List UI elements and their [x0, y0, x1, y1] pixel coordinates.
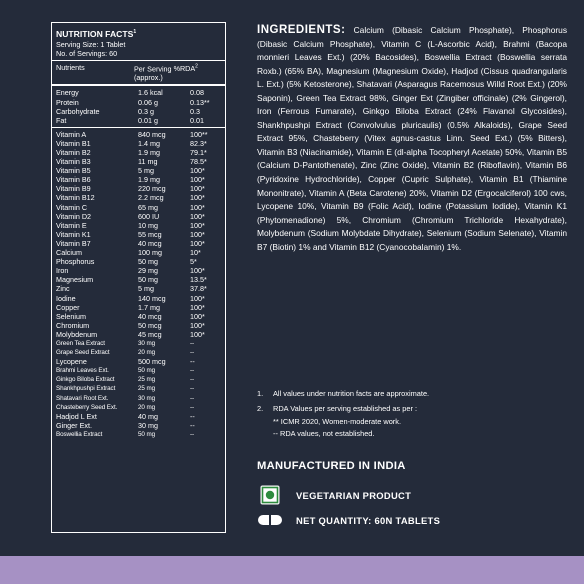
nutrient-rda: 100*	[190, 302, 205, 312]
nutrient-row	[56, 239, 221, 248]
nutrient-name: Grape Seed Extract	[56, 349, 110, 357]
nutrient-value: 1.4 mg	[138, 138, 160, 148]
nutrient-rda: 100*	[190, 166, 205, 176]
macros-list	[56, 88, 221, 124]
nutrient-name: Carbohydrate	[56, 106, 100, 116]
ingredients-text: Calcium (Dibasic Calcium Phosphate), Phosphorus (Dibasic Calcium Phosphate), Vitamin C (L-Ascorbic Acid), Brahmi (Bacopa monnieri Leaves Ext.) (20% Bacosides), Boswellia Extract (Boswellia serrata Roxb.) (65% BA), Magnesium (Magnesium Oxide), Hadjod (Cissus quadrangularis L. Ext.) (5% Ketosterone), Shatavari (Asparagus Racemosus Willd Root Ext.) (20% Saponin), Green Tea Extract 98%, Ginger Ext (Zingiber officinale) (2% Gingerol), Iron (Ferrous Fumarate), Ginkgo Biloba Extract (24% Flavanol Glycosides), Shankhpushpi Extract (Convolvulus pluricaulis) (0.5% Alkaloids), Grape Seed Extract 95%, Chasteberry (Vitex agnus-castus Linn. Seed Ext.) (5% Bitters), Vitamin B3 (Niacinamide), Vitamin E (dl-alpha Tocopheryl Acetate) 50%, Vitamin B5 (Calcium D-Pantothenate), Zinc (Zinc Oxide), Vitamin B2 (Riboflavin), Vitamin B6 (Pyridoxine Hydrochloride), Copper (Cupric Sulphate), Vitamin B1 (Thiamine Mononitrate), Vitamin A (Beta Carotene) 20%, Vitamin D2 (Ergocalciferol) 100 cws, Lycopene 10%, Vitamin B9 (Folic Acid), Iodine (Potassium Iodide), Vitamin K1 (Phytomenadione) 5%, Chromium (Chromium Trichloride Hexahydrate), Molybdenum (Sodium Molybdate Dihydrate), Selenium (Sodium Selenate), Vitamin B7 (Biotin) 1% and Vitamin B12 (Cyanocobalamin) 1%.	[257, 25, 568, 252]
nutrient-rda: 82.3*	[190, 138, 207, 148]
nutrient-value: 40 mcg	[138, 238, 162, 248]
footnote-2: 2. RDA Values per serving established as per :	[257, 404, 418, 414]
nutrient-name: Magnesium	[56, 275, 94, 285]
nutrient-row	[56, 294, 221, 303]
net-quantity-label: NET QUANTITY: 60N TABLETS	[296, 514, 441, 526]
nutrient-name: Vitamin D2	[56, 211, 92, 221]
footnote-1: 1. All values under nutrition facts are approximate.	[257, 389, 430, 398]
header-rda: %RDA$^2$	[173, 64, 198, 74]
nutrient-row	[56, 203, 221, 212]
footnote-2-icmr: ** ICMR 2020, Women-moderate work.	[273, 416, 402, 426]
nutrient-name: Green Tea Extract	[56, 339, 105, 347]
footnote-2-not-established: -- RDA values, not established.	[273, 428, 375, 438]
nutrient-rda: --	[190, 411, 195, 421]
nutrient-value: 25 mg	[138, 376, 156, 384]
servings-count: No. of Servings: 60	[56, 48, 118, 58]
nutrient-name: Lycopene	[56, 357, 87, 367]
header-approx: (approx.)	[134, 72, 163, 82]
nutrient-row	[56, 375, 221, 384]
capsule-icon	[257, 514, 283, 526]
nutrient-value: 20 mg	[138, 403, 156, 411]
nutrient-row	[56, 98, 221, 107]
nutrient-rda: 100*	[190, 329, 205, 339]
nutrient-name: Energy	[56, 88, 79, 98]
veg-mark-icon	[260, 485, 280, 505]
nutrient-name: Fat	[56, 115, 67, 125]
nutrient-row	[56, 330, 221, 339]
nutrient-value: 1.9 mg	[138, 175, 160, 185]
nutrient-value: 0.3 g	[138, 106, 154, 116]
nutrient-rda: 100**	[190, 129, 208, 139]
nutrient-value: 50 mg	[138, 257, 158, 267]
nutrient-name: Ginkgo Biloba Extract	[56, 376, 115, 384]
header-per-serving: Per Serving	[134, 64, 172, 74]
nutrient-row	[56, 116, 221, 125]
nutrient-row	[56, 357, 221, 366]
nutrient-name: Calcium	[56, 248, 82, 258]
nutrient-value: 20 mg	[138, 349, 156, 357]
nutrient-row	[56, 275, 221, 284]
nutrient-value: 40 mcg	[138, 311, 162, 321]
nutrient-name: Iron	[56, 266, 69, 276]
nutrient-name: Vitamin C	[56, 202, 88, 212]
nutrient-value: 600 IU	[138, 211, 160, 221]
nutrient-rda: 100*	[190, 175, 205, 185]
nutrient-name: Vitamin B9	[56, 184, 91, 194]
nutrient-value: 5 mg	[138, 284, 154, 294]
nutrient-rda: 0.13**	[190, 97, 210, 107]
nutrient-value: 29 mg	[138, 266, 158, 276]
nutrient-name: Chasteberry Seed Ext.	[56, 403, 118, 411]
nutrient-value: 5 mg	[138, 166, 154, 176]
nutrient-rda: 100*	[190, 266, 205, 276]
nutrient-name: Vitamin B2	[56, 148, 91, 157]
nutrient-value: 0.01 g	[138, 115, 158, 125]
vegetarian-label: VEGETARIAN PRODUCT	[296, 489, 412, 501]
nutrient-rda: --	[190, 357, 195, 367]
nutrient-rda: --	[190, 403, 194, 411]
serving-size: Serving Size: 1 Tablet	[56, 39, 126, 49]
nutrient-rda: 100*	[190, 311, 205, 321]
nutrient-name: Iodine	[56, 293, 76, 303]
nutrient-row	[56, 139, 221, 148]
nutrient-value: 11 mg	[138, 157, 158, 167]
nutrient-name: Protein	[56, 97, 79, 107]
nutrient-rda: 100*	[190, 184, 205, 194]
nutrient-value: 10 mg	[138, 220, 158, 230]
nutrient-rda: 5*	[190, 257, 197, 267]
nutrient-name: Shankhpushpi Extract	[56, 385, 116, 393]
nutrient-value: 65 mg	[138, 202, 158, 212]
nutrient-value: 2.2 mcg	[138, 193, 164, 203]
nutrient-row	[56, 212, 221, 221]
nutrient-rda: 37.8*	[190, 284, 207, 294]
nutrient-name: Vitamin B6	[56, 175, 91, 185]
nutrient-name: Chromium	[56, 320, 90, 330]
nutrient-name: Selenium	[56, 311, 86, 321]
nutrient-row	[56, 403, 221, 412]
nutrient-name: Vitamin B7	[56, 238, 91, 248]
nutrient-row	[56, 366, 221, 375]
nutrient-rda: 100*	[190, 193, 205, 203]
nutrient-row	[56, 130, 221, 139]
nutrient-name: Vitamin B1	[56, 138, 91, 148]
nutrient-name: Zinc	[56, 284, 70, 294]
nutrient-row	[56, 107, 221, 116]
ingredients-block	[257, 24, 567, 254]
nutrient-value: 30 mg	[138, 339, 156, 347]
nutrient-rda: --	[190, 430, 194, 438]
nutrient-name: Brahmi Leaves Ext.	[56, 367, 109, 375]
nutrient-value: 140 mcg	[138, 293, 166, 303]
nutrient-row	[56, 421, 221, 430]
nutrient-row	[56, 430, 221, 439]
nutrient-value: 50 mg	[138, 430, 156, 438]
nutrient-row	[56, 339, 221, 348]
nutrient-value: 500 mcg	[138, 357, 166, 367]
micros-list	[56, 130, 221, 439]
nutrient-value: 1.6 kcal	[138, 88, 163, 98]
nutrient-value: 0.06 g	[138, 97, 158, 107]
nutrient-name: Ginger Ext.	[56, 420, 92, 430]
nutrient-name: Vitamin B5	[56, 166, 91, 176]
nutrient-row	[56, 266, 221, 275]
nutrient-value: 100 mg	[138, 248, 162, 258]
nutrient-name: Vitamin K1	[56, 229, 91, 239]
nutrition-facts-title: NUTRITION FACTS$^1$	[56, 28, 137, 39]
nutrient-rda: --	[190, 376, 194, 384]
nutrient-rda: --	[190, 394, 194, 402]
footnotes	[257, 388, 567, 440]
nutrient-rda: 100*	[190, 229, 205, 239]
nutrient-value: 40 mg	[138, 411, 158, 421]
nutrient-value: 50 mcg	[138, 320, 162, 330]
nutrient-value: 45 mcg	[138, 329, 162, 339]
nutrition-table-header	[56, 63, 221, 82]
nutrient-row	[56, 284, 221, 293]
nutrient-value: 220 mcg	[138, 184, 166, 194]
nutrient-row	[56, 221, 221, 230]
nutrient-rda: 78.5*	[190, 157, 207, 167]
nutrient-row	[56, 303, 221, 312]
nutrient-row	[56, 157, 221, 166]
nutrient-name: Vitamin A	[56, 129, 87, 139]
nutrient-rda: 100*	[190, 238, 205, 248]
nutrient-value: 1.9 mg	[138, 148, 160, 157]
nutrient-name: Copper	[56, 302, 80, 312]
nutrient-value: 50 mg	[138, 367, 156, 375]
nutrient-row	[56, 175, 221, 184]
nutrient-rda: --	[190, 385, 194, 393]
vegetarian-badge	[257, 485, 411, 505]
nutrient-rda: 100*	[190, 220, 205, 230]
nutrient-row	[56, 193, 221, 202]
nutrient-row	[56, 184, 221, 193]
nutrient-rda: --	[190, 349, 194, 357]
nutrient-row	[56, 248, 221, 257]
nutrient-row	[56, 348, 221, 357]
net-quantity	[257, 514, 440, 526]
nutrient-rda: 100*	[190, 320, 205, 330]
nutrient-name: Molybdenum	[56, 329, 98, 339]
nutrient-rda: 10*	[190, 248, 201, 258]
nutrient-row	[56, 166, 221, 175]
nutrient-value: 1.7 mg	[138, 302, 160, 312]
nutrient-name: Boswellia Extract	[56, 430, 103, 438]
nutrient-rda: --	[190, 367, 194, 375]
bottom-color-band	[0, 556, 584, 584]
nutrient-rda: 100*	[190, 293, 205, 303]
nutrition-facts-panel	[51, 22, 226, 533]
nutrient-row	[56, 230, 221, 239]
nutrient-name: Phosphorus	[56, 257, 95, 267]
nutrient-value: 50 mg	[138, 275, 158, 285]
nutrient-name: Hadjod L Ext	[56, 411, 97, 421]
ingredients-title: INGREDIENTS:	[257, 24, 346, 36]
header-nutrients: Nutrients	[56, 63, 85, 73]
nutrient-row	[56, 412, 221, 421]
nutrient-rda: 100*	[190, 211, 205, 221]
manufactured-in-india: MANUFACTURED IN INDIA	[257, 460, 406, 472]
nutrient-value: 25 mg	[138, 385, 156, 393]
nutrient-value: 30 mg	[138, 394, 156, 402]
nutrient-name: Vitamin B3	[56, 157, 91, 167]
nutrient-rda: 0.3	[190, 106, 200, 116]
nutrient-name: Vitamin B12	[56, 193, 95, 203]
nutrient-rda: --	[190, 339, 194, 347]
nutrient-rda: --	[190, 420, 195, 430]
nutrient-rda: 100*	[190, 202, 205, 212]
nutrient-row	[56, 321, 221, 330]
nutrient-row	[56, 394, 221, 403]
nutrient-value: 840 mcg	[138, 129, 166, 139]
nutrient-name: Vitamin E	[56, 220, 87, 230]
nutrient-value: 30 mg	[138, 420, 158, 430]
nutrient-rda: 79.1*	[190, 148, 207, 157]
nutrient-row	[56, 148, 221, 157]
nutrient-row	[56, 257, 221, 266]
nutrient-rda: 13.5*	[190, 275, 207, 285]
nutrient-row	[56, 384, 221, 393]
nutrient-row	[56, 312, 221, 321]
nutrient-name: Shatavari Root Ext.	[56, 394, 109, 402]
nutrient-row	[56, 88, 221, 97]
nutrient-rda: 0.08	[190, 88, 204, 98]
nutrient-rda: 0.01	[190, 115, 204, 125]
nutrient-value: 55 mcg	[138, 229, 162, 239]
